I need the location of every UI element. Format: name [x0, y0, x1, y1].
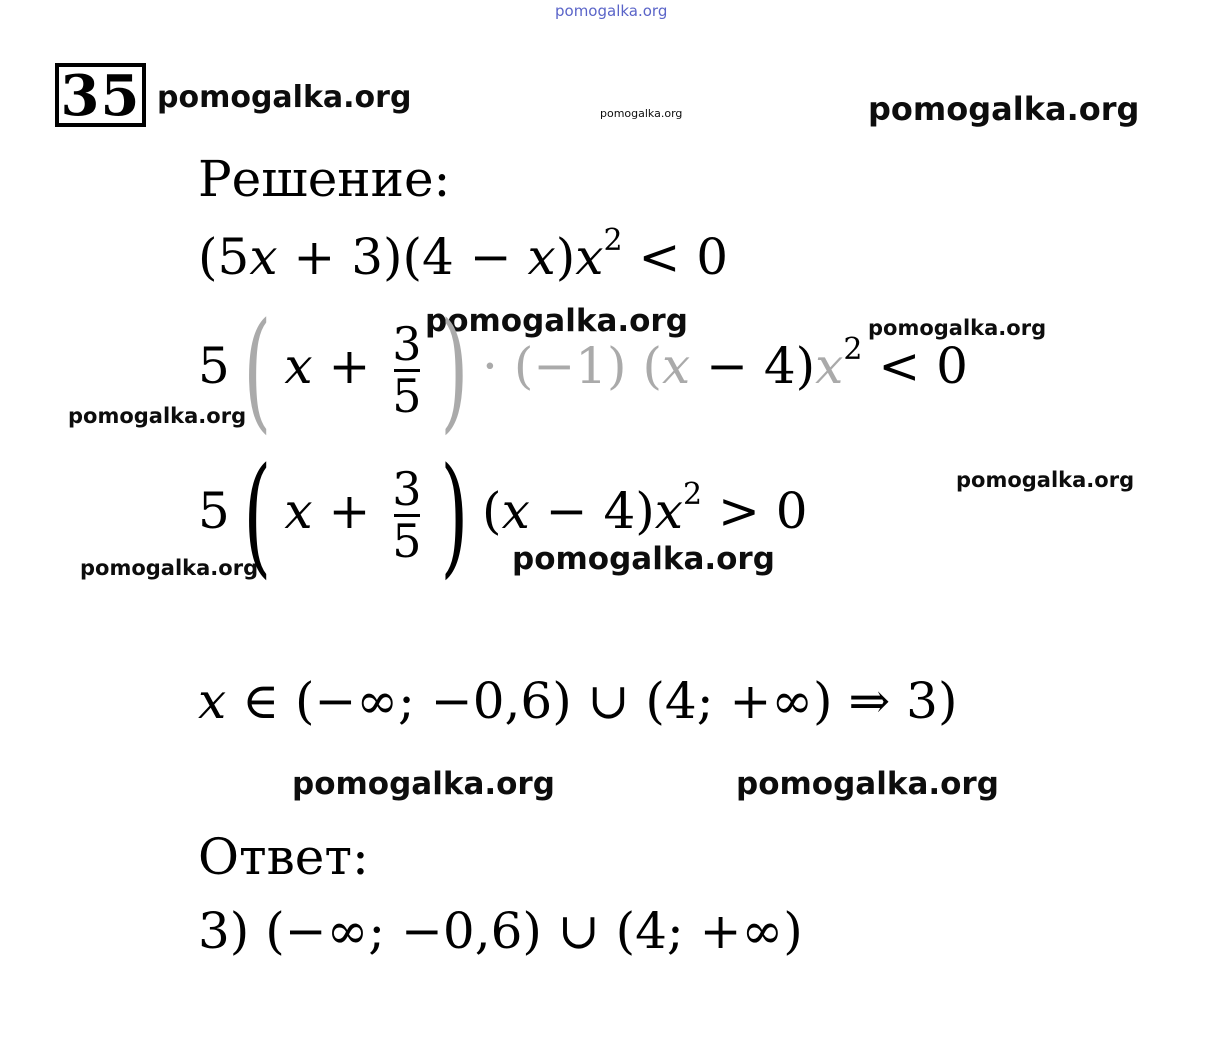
eq2-exponent: 2	[843, 332, 863, 367]
watermark: pomogalka.org	[600, 107, 683, 120]
eq3-var-x: x	[501, 482, 530, 540]
eq2-var-x: x	[815, 337, 844, 395]
right-paren: )	[440, 294, 469, 446]
watermark: pomogalka.org	[68, 404, 247, 428]
watermark: pomogalka.org	[868, 90, 1140, 128]
watermark: pomogalka.org	[425, 303, 688, 339]
eq3-plus: +	[312, 482, 387, 540]
fraction-denominator: 5	[392, 368, 422, 423]
result-var-x: x	[198, 672, 227, 730]
watermark: pomogalka.org	[292, 766, 555, 802]
left-paren: (	[243, 294, 272, 446]
eq1-var-x: x	[527, 228, 556, 286]
eq1-part-c: )	[555, 228, 576, 286]
answer-line: 3) (−∞; −0,6) ∪ (4; +∞)	[198, 902, 803, 960]
fraction-numerator: 3	[392, 462, 422, 517]
eq2-mid: · (−1) (	[482, 337, 662, 395]
watermark: pomogalka.org	[868, 316, 1047, 340]
fraction	[392, 317, 422, 423]
fraction	[392, 462, 422, 568]
eq3-var-x: x	[284, 482, 313, 540]
watermark-top: pomogalka.org	[555, 2, 668, 20]
eq3-minus: − 4)	[529, 482, 655, 540]
watermark: pomogalka.org	[956, 468, 1135, 492]
watermark: pomogalka.org	[736, 766, 999, 802]
eq3-var-x: x	[654, 482, 683, 540]
answer-heading: Ответ:	[198, 828, 369, 886]
eq2-plus: +	[312, 337, 387, 395]
eq2-coef: 5	[198, 337, 230, 395]
eq2-minus: − 4)	[690, 337, 816, 395]
problem-number: 35	[55, 63, 146, 127]
equation-line-3	[198, 439, 808, 591]
eq3-coef: 5	[198, 482, 230, 540]
right-paren: )	[440, 439, 469, 591]
result-line	[198, 672, 958, 730]
eq2-var-x: x	[661, 337, 691, 395]
result-rest: ∈ (−∞; −0,6) ∪ (4; +∞) ⇒ 3)	[226, 672, 958, 730]
eq1-part-b: + 3)(4 −	[277, 228, 528, 286]
eq3-open: (	[482, 482, 502, 540]
eq3-rel: > 0	[702, 482, 808, 540]
fraction-denominator: 5	[392, 513, 422, 568]
equation-line-1	[198, 223, 729, 286]
eq1-part-a: (5	[198, 228, 250, 286]
eq1-var-x: x	[575, 228, 604, 286]
eq1-var-x: x	[249, 228, 278, 286]
left-paren: (	[243, 439, 272, 591]
eq2-var-x: x	[284, 337, 313, 395]
equation-line-2	[198, 294, 968, 446]
eq1-exponent: 2	[603, 223, 623, 258]
watermark: pomogalka.org	[512, 541, 775, 577]
eq3-exponent: 2	[682, 477, 703, 512]
eq2-rel: < 0	[862, 337, 968, 395]
eq1-part-d: < 0	[622, 228, 729, 286]
fraction-numerator: 3	[392, 317, 422, 372]
watermark: pomogalka.org	[80, 556, 259, 580]
solution-heading: Решение:	[198, 150, 451, 208]
watermark: pomogalka.org	[157, 80, 412, 115]
